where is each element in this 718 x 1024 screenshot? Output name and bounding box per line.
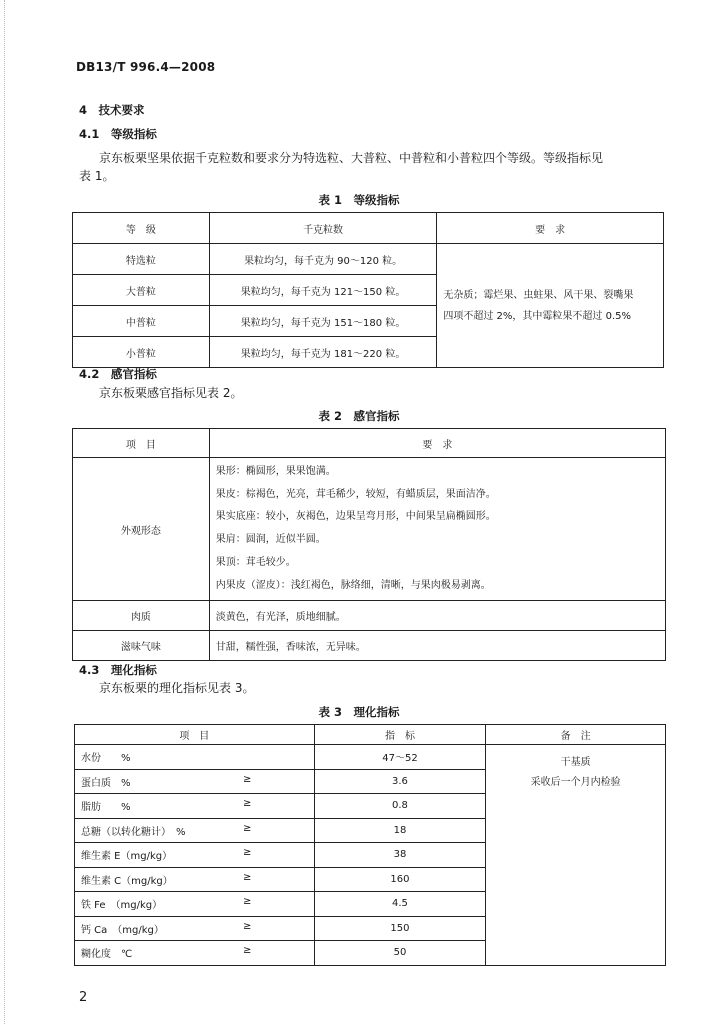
table1-header-grade: 等 级 [73, 213, 210, 244]
table2-header-item: 项 目 [73, 429, 210, 458]
table3-item-cell [75, 818, 315, 843]
table3-value-cell: 150 [314, 916, 486, 941]
table-row [73, 458, 666, 601]
table3-ge-sign: ≥ [243, 871, 252, 883]
table3-ge-sign: ≥ [243, 798, 252, 810]
table2-appearance-cell [209, 458, 665, 601]
table3-item-cell [75, 941, 315, 966]
table1-grade-cell: 特选粒 [73, 244, 210, 275]
table3-value-cell: 50 [314, 941, 486, 966]
table3-item-cell [75, 745, 315, 770]
table3-item-label: 糊化度 ℃ [81, 949, 133, 961]
table2-taste-text: 甘甜，糯性强，香味浓，无异味。 [209, 631, 665, 661]
table3-remark-line2: 采收后一个月内检验 [530, 777, 621, 788]
table1-requirement-line1: 无杂质；霉烂果、虫蛀果、风干果、裂嘴果 [443, 289, 634, 301]
document-code-header: DB13/T 996.4—2008 [76, 60, 216, 74]
table2-sensory-indicators [72, 428, 666, 661]
section-4-2-heading: 4.2 感官指标 [79, 367, 157, 381]
table3-remark-line1: 干基质 [560, 757, 591, 768]
table1-caption: 表 1 等级指标 [318, 193, 400, 207]
section-4-3-heading: 4.3 理化指标 [79, 663, 157, 677]
table1-header-count: 千克粒数 [209, 213, 437, 244]
table1-grade-cell: 中普粒 [73, 306, 210, 337]
table2-appearance-line: 果肩：圆润，近似半圆。 [215, 534, 326, 546]
table1-count-cell: 果粒均匀，每千克为 121～150 粒。 [209, 275, 437, 306]
table3-ge-sign: ≥ [243, 847, 252, 859]
table2-appearance-line: 果形：椭圆形，果果饱满。 [215, 466, 336, 477]
table2-appearance-label: 外观形态 [73, 458, 210, 601]
table3-item-cell [75, 794, 315, 819]
table3-physicochemical-indicators [74, 724, 666, 966]
table3-ge-sign: ≥ [243, 822, 252, 834]
table3-item-cell [75, 916, 315, 941]
table3-value-cell: 0.8 [314, 794, 486, 819]
table3-item-label: 铁 Fe （mg/kg） [81, 900, 163, 912]
page-number: 2 [79, 990, 88, 1005]
section-4-2-text: 京东板栗感官指标见表 2。 [99, 386, 243, 400]
section-4-3-text: 京东板栗的理化指标见表 3。 [99, 681, 255, 695]
table-row [73, 244, 664, 275]
table1-grade-cell: 大普粒 [73, 275, 210, 306]
table1-requirement-line2: 四项不超过 2%，其中霉粒果不超过 0.5% [443, 310, 631, 322]
table3-item-label: 蛋白质 % [81, 777, 131, 789]
table1-grade-cell: 小普粒 [73, 337, 210, 368]
table2-caption: 表 2 感官指标 [318, 409, 400, 423]
table1-count-cell: 果粒均匀，每千克为 151～180 粒。 [209, 306, 437, 337]
section-4-1-text-line2: 表 1。 [79, 169, 115, 183]
table3-caption: 表 3 理化指标 [318, 705, 400, 719]
table3-item-label: 维生素 E（mg/kg） [81, 851, 173, 863]
table3-item-label: 维生素 C（mg/kg） [81, 875, 173, 887]
table3-item-label: 钙 Ca （mg/kg） [81, 924, 164, 936]
table1-grade-indicators [72, 212, 664, 368]
table3-remark-cell [486, 745, 666, 966]
table2-flesh-label: 肉质 [73, 601, 210, 631]
table3-header-remark: 备 注 [486, 725, 666, 745]
table3-item-label: 脂肪 % [81, 802, 131, 814]
section-4-1-heading: 4.1 等级指标 [79, 127, 157, 141]
table2-appearance-line: 内果皮（涩皮）：浅红褐色，脉络细，清晰，与果肉极易剥离。 [215, 579, 491, 591]
table1-count-cell: 果粒均匀，每千克为 181～220 粒。 [209, 337, 437, 368]
table3-item-cell [75, 867, 315, 892]
table3-value-cell: 160 [314, 867, 486, 892]
table3-ge-sign: ≥ [243, 920, 252, 932]
table3-ge-sign: ≥ [243, 945, 252, 957]
table3-item-label: 水份 % [81, 753, 131, 765]
table3-item-cell [75, 892, 315, 917]
table2-appearance-line: 果顶：茸毛较少。 [215, 556, 296, 568]
table-row [73, 601, 666, 631]
table2-header-requirement: 要 求 [209, 429, 665, 458]
table2-taste-label: 滋味气味 [73, 631, 210, 661]
table3-item-cell [75, 843, 315, 868]
table3-value-cell: 38 [314, 843, 486, 868]
table3-ge-sign: ≥ [243, 773, 252, 785]
section-4-1-text-line1: 京东板栗坚果依据千克粒数和要求分为特选粒、大普粒、中普粒和小普粒四个等级。等级指标见 [99, 151, 604, 165]
table3-value-cell: 4.5 [314, 892, 486, 917]
table3-item-cell [75, 769, 315, 794]
table2-flesh-text: 淡黄色，有光泽，质地细腻。 [209, 601, 665, 631]
table3-header-index: 指 标 [314, 725, 486, 745]
table3-value-cell: 3.6 [314, 769, 486, 794]
table-row [75, 745, 666, 770]
table1-count-cell: 果粒均匀，每千克为 90～120 粒。 [209, 244, 437, 275]
table3-ge-sign: ≥ [243, 896, 252, 908]
table1-requirement-cell [437, 244, 664, 368]
binding-edge [0, 0, 5, 1024]
table3-value-cell: 47～52 [314, 745, 486, 770]
section-4-heading: 4 技术要求 [79, 103, 145, 117]
table2-appearance-line: 果实底座：较小，灰褐色，边果呈弯月形，中间果呈扁椭圆形。 [215, 511, 496, 523]
table1-header-requirement: 要 求 [437, 213, 664, 244]
table-row [73, 631, 666, 661]
table2-appearance-line: 果皮：棕褐色，光亮，茸毛稀少，较短，有蜡质层，果面洁净。 [215, 488, 496, 500]
table3-item-label: 总糖（以转化糖计） % [81, 826, 186, 838]
table3-header-item: 项 目 [75, 725, 315, 745]
table3-value-cell: 18 [314, 818, 486, 843]
